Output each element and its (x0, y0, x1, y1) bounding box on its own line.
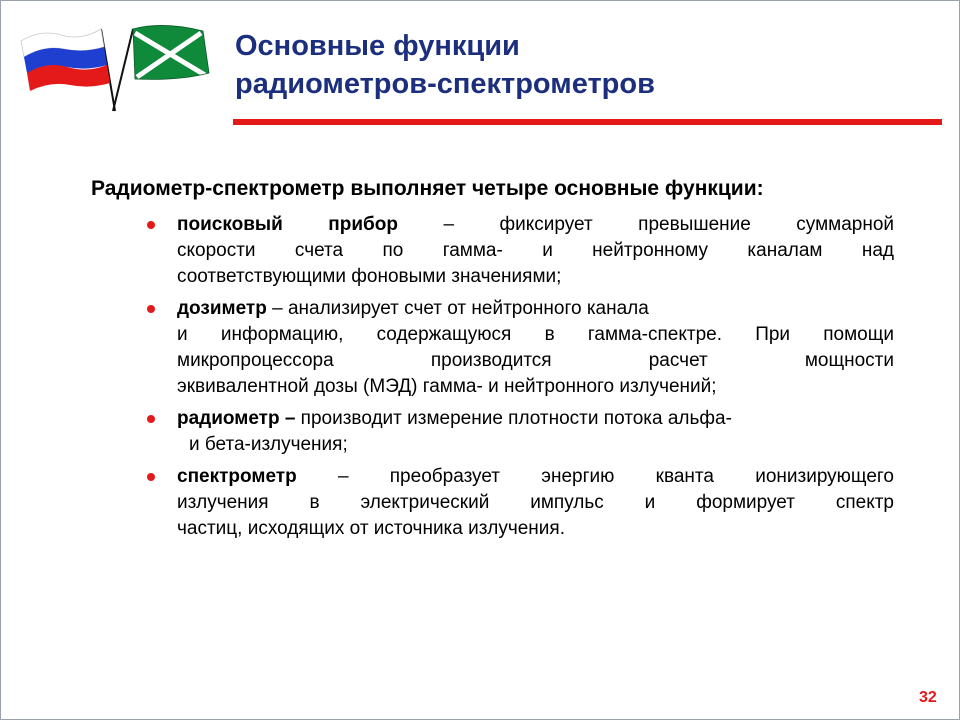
bullet-text: – преобразует энергию кванта ионизирующего (296, 466, 894, 487)
list-item (177, 406, 894, 458)
bullet-line: эквивалентной дозы (МЭД) гамма- и нейтронного излучений; (177, 376, 717, 397)
bullet-line: и бета-излучения; (189, 434, 348, 455)
list-item (177, 212, 894, 290)
bullet-dot-icon (147, 305, 155, 313)
bullet-text: – фиксирует превышение суммарной (397, 214, 895, 235)
bullet-line: частиц, исходящих от источника излучения. (177, 518, 565, 539)
bullet-dot-icon (147, 473, 155, 481)
russian-flag-icon (21, 29, 115, 111)
bullet-dot-icon (147, 221, 155, 229)
page-number: 32 (919, 689, 937, 706)
bullet-line: микропроцессора производится расчет мощности (177, 350, 894, 371)
bullet-text: производит измерение плотности потока альфа- (295, 408, 732, 429)
slide-body (91, 176, 894, 548)
list-item (177, 296, 894, 400)
title-divider (233, 119, 942, 125)
flags-logo (15, 19, 215, 115)
bullet-line: соответствующими фоновыми значениями; (177, 266, 562, 287)
bullet-term: радиометр – (177, 408, 296, 429)
bullet-line: излучения в электрический импульс и формирует спектр (177, 492, 894, 513)
bullet-dot-icon (147, 415, 155, 423)
bullet-first-line (177, 464, 894, 490)
intro-paragraph: Радиометр-спектрометр выполняет четыре основные функции: (91, 177, 764, 200)
title-line-1: Основные функции (235, 30, 520, 62)
functions-list (91, 212, 894, 542)
bullet-term: дозиметр (177, 298, 267, 319)
bullet-term: поисковый прибор (177, 214, 398, 235)
bullet-term: спектрометр (177, 466, 297, 487)
bullet-first-line (177, 296, 894, 322)
green-saltire-flag-icon (113, 25, 209, 111)
bullet-first-line (177, 212, 894, 238)
bullet-line: скорости счета по гамма- и нейтронному каналам над (177, 240, 894, 261)
list-item (177, 464, 894, 542)
bullet-text: – анализирует счет от нейтронного канала (266, 298, 649, 319)
bullet-line: и информацию, содержащуюся в гамма-спектре. При помощи (177, 324, 894, 345)
bullet-first-line (177, 406, 894, 432)
slide-title (235, 27, 935, 103)
title-line-2: радиометров-спектрометров (235, 68, 655, 100)
